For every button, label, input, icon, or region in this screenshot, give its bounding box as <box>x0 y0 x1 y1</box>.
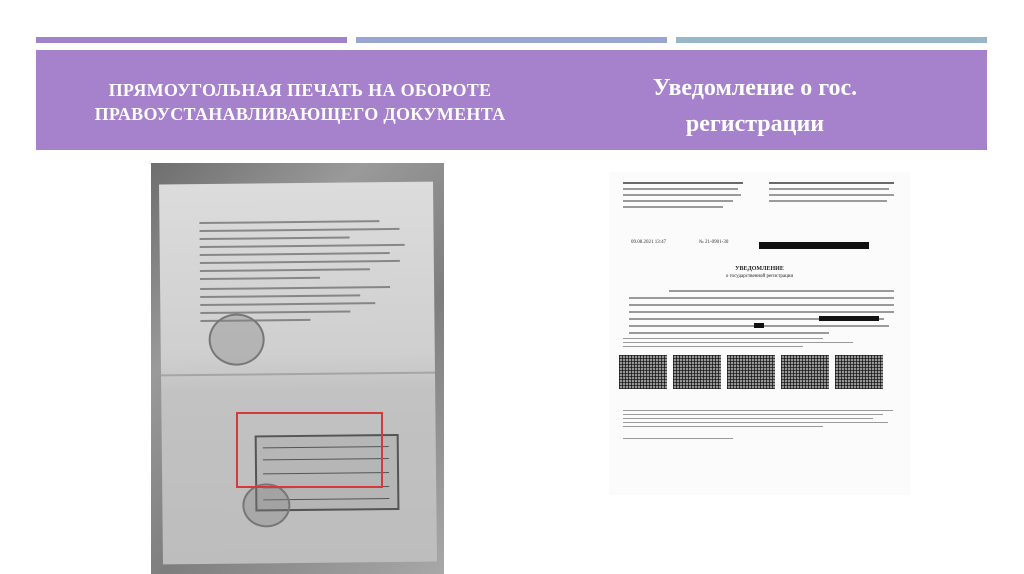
document-paper <box>159 182 437 565</box>
footer-line <box>623 418 873 419</box>
stamp-highlight-frame <box>236 412 383 488</box>
footer-line <box>623 422 888 423</box>
right-title: Уведомление о гос. регистрации <box>652 75 858 137</box>
header-line <box>623 200 733 202</box>
barcode-block <box>673 355 721 389</box>
body-line <box>629 304 894 306</box>
round-seal <box>208 313 265 366</box>
text-line <box>200 277 320 280</box>
left-title: ПРЯМОУГОЛЬНАЯ ПЕЧАТЬ НА ОБОРОТЕ ПРАВОУСТАНАВЛИВАЮЩЕГО ДОКУМЕНТА <box>94 80 506 124</box>
body-line <box>629 297 894 299</box>
body-line <box>669 290 894 292</box>
text-line <box>200 302 375 306</box>
header-line <box>623 206 723 208</box>
text-line <box>199 220 379 224</box>
header-line <box>623 182 743 184</box>
text-line <box>200 294 360 298</box>
barcode-block <box>619 355 667 389</box>
notice-title: УВЕДОМЛЕНИЕ <box>735 266 784 272</box>
footer-line <box>623 438 733 439</box>
body-line <box>629 332 829 334</box>
accent-bar-right <box>676 37 987 43</box>
redaction-bar <box>819 316 879 321</box>
registration-notice-scan <box>609 172 910 495</box>
barcode-block <box>727 355 775 389</box>
redaction-bar <box>754 323 764 328</box>
text-line <box>200 286 390 290</box>
text-line <box>200 244 405 248</box>
header-line <box>769 194 894 196</box>
text-line <box>199 228 399 232</box>
notice-date: 09.08.2021 13:47 <box>631 240 667 245</box>
text-line <box>200 310 350 314</box>
header-line <box>623 188 738 190</box>
redaction-bar <box>759 242 869 249</box>
accent-bar-left <box>36 37 347 43</box>
text-line <box>200 260 400 264</box>
stamped-document-photo <box>151 163 444 574</box>
header-line <box>623 194 741 196</box>
round-seal <box>242 483 290 528</box>
footer-line <box>623 426 823 427</box>
header-line <box>769 188 889 190</box>
footer-line <box>623 414 883 415</box>
paper-fold <box>161 372 435 377</box>
header-line <box>769 182 894 184</box>
header-line <box>769 200 887 202</box>
notice-subtitle: о государственной регистрации <box>725 274 794 279</box>
barcode-block <box>835 355 883 389</box>
small-line <box>623 342 853 343</box>
text-line <box>200 236 350 240</box>
body-line <box>629 311 894 313</box>
text-line <box>200 268 370 272</box>
small-line <box>623 346 803 347</box>
notice-number: № 21-0901-30 <box>699 240 729 245</box>
accent-bar-middle <box>356 37 667 43</box>
footer-line <box>623 410 893 411</box>
barcode-block <box>781 355 829 389</box>
text-line <box>200 252 390 256</box>
small-line <box>623 338 823 339</box>
